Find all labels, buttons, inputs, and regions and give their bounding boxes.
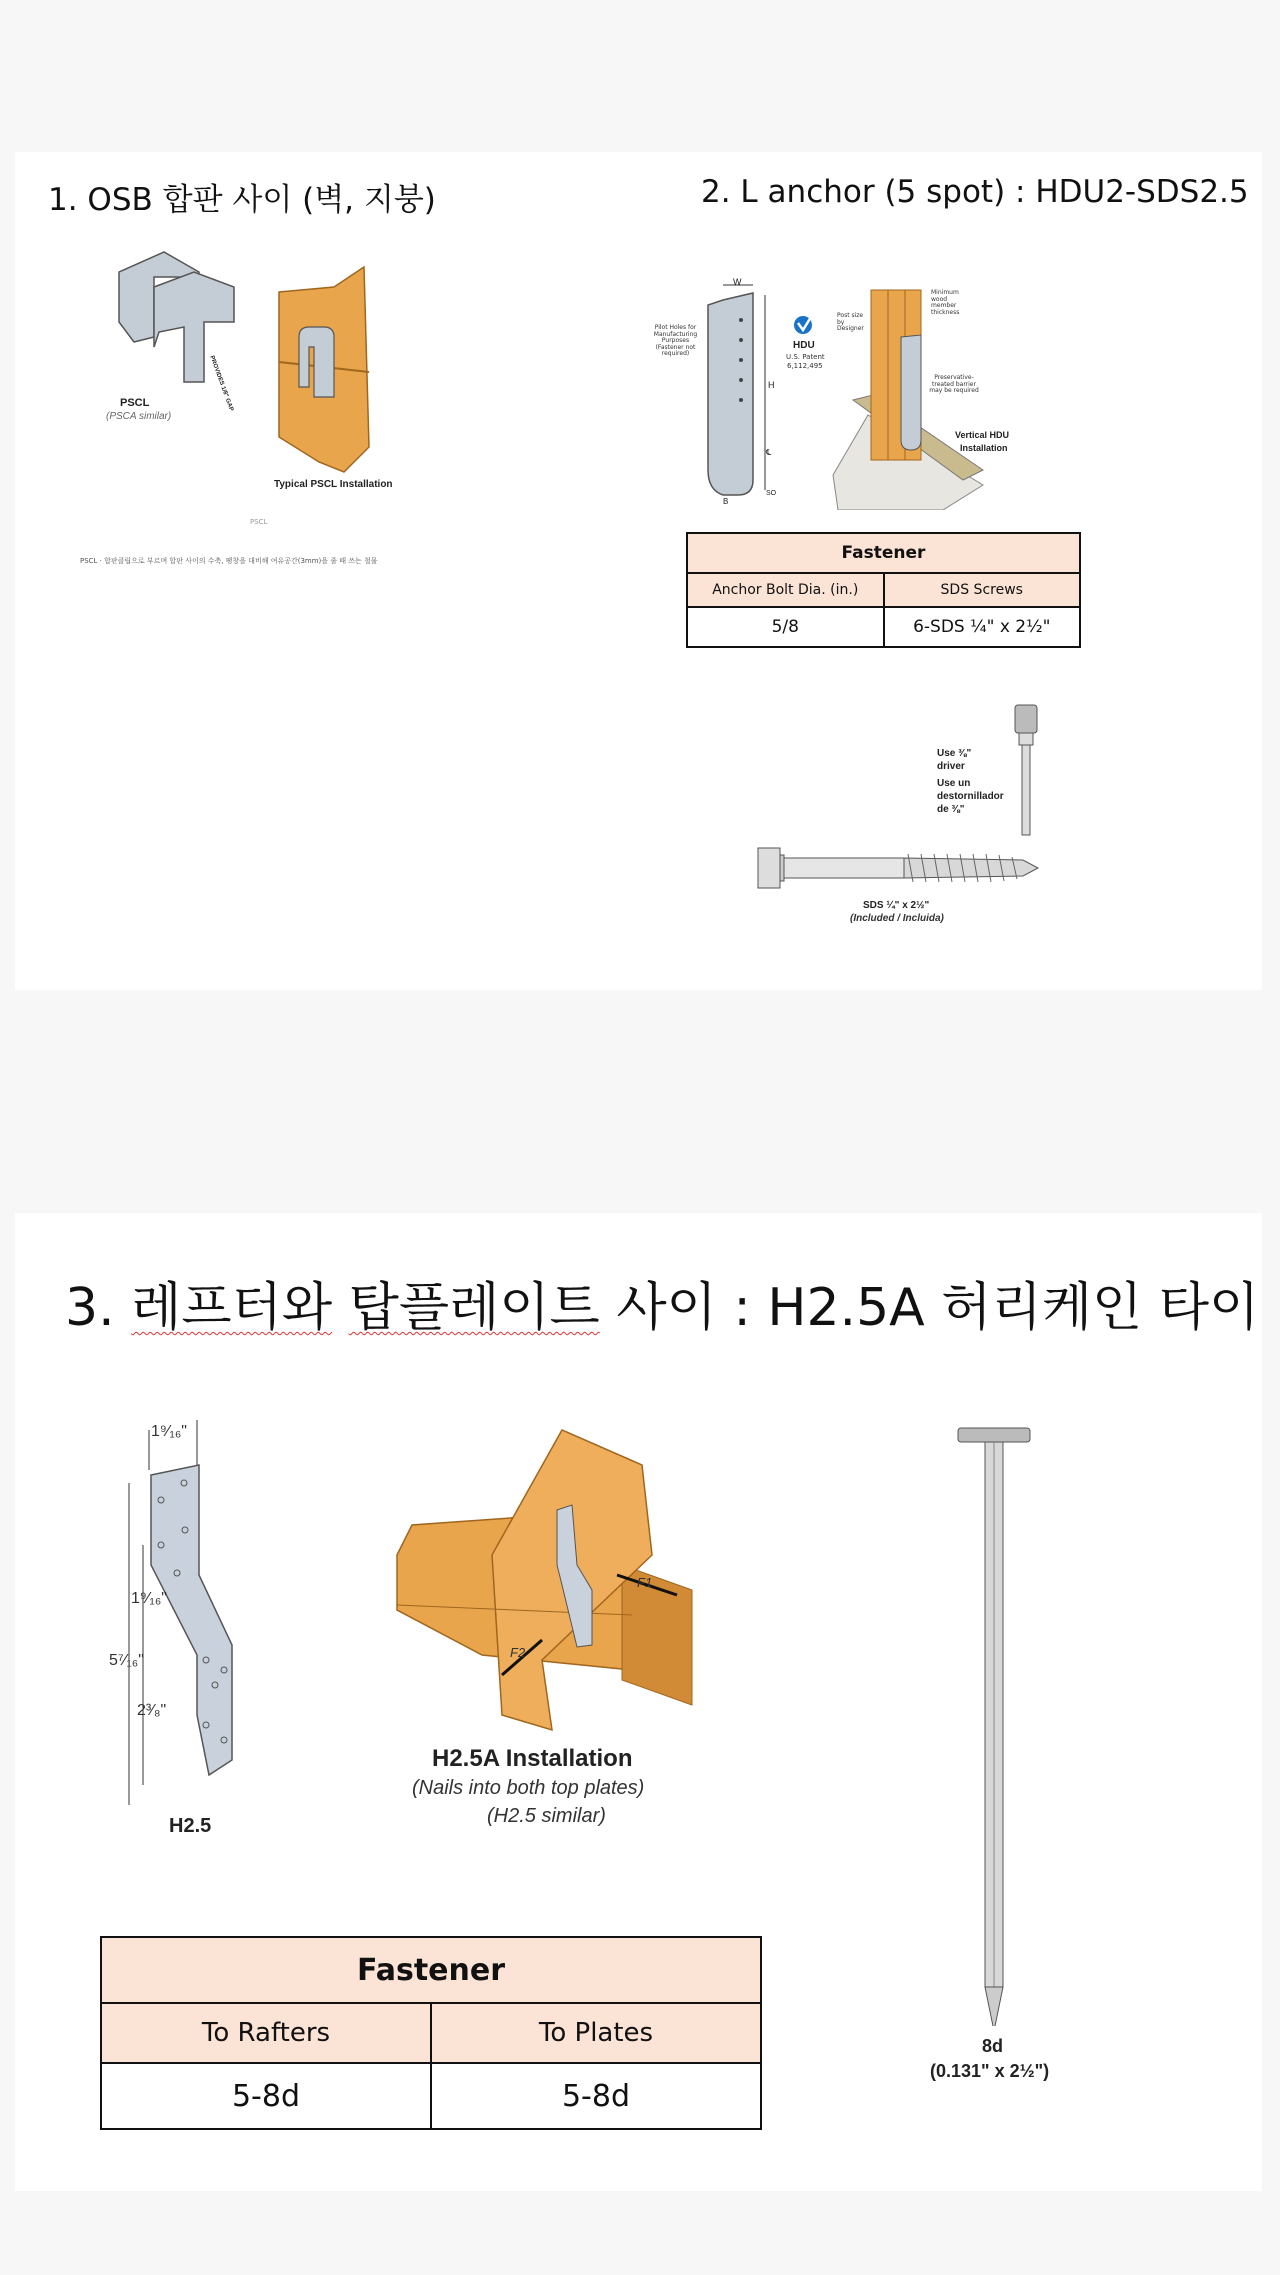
dim-h: H [768,380,775,390]
driver-en-1: Use ⅜" [937,748,972,759]
table-header: SDS Screws [884,573,1081,607]
table-header: Anchor Bolt Dia. (in.) [687,573,884,607]
install-label: H2.5A Installation [432,1745,633,1772]
dim-w: W [733,277,742,287]
table-cell: 5-8d [431,2063,761,2129]
driver-es-2: destornillador [937,791,1004,802]
gap-label: PROVIDES 1/8" GAP [208,355,235,413]
nail-figure [925,1426,1065,2126]
hdu-brand: HDU [793,340,815,351]
table-title: Fastener [687,533,1080,573]
pscl-install-label: Typical PSCL Installation [274,479,393,490]
hdu-install-label-2: Installation [960,443,1008,453]
pscl-label: PSCL [120,397,150,409]
driver-es-1: Use un [937,778,971,789]
hdu-install-label-1: Vertical HDU [955,430,1010,440]
section-1-title: 1. OSB 합판 사이 (벽, 지붕) [48,182,436,218]
h25a-install-illustration [392,1415,777,1735]
dim-total: 5⁷⁄₁₆" [109,1652,144,1669]
section-card-1 [15,152,1262,990]
table-header: To Rafters [101,2003,431,2063]
pscl-figure [94,247,414,502]
title-rest: 사이 : H2.5A 허리케인 타이 [616,1278,1260,1338]
dim-b: B [723,497,729,506]
h25-label: H2.5 [169,1815,212,1837]
h25-tie-illustration [109,1415,329,1845]
hdu-patent: U.S. Patent [786,353,825,361]
sds-screw-figure [733,700,1083,940]
table-title: Fastener [101,1937,761,2003]
pilot-note: Pilot Holes for Manufacturing Purposes (Fastener not required) [653,324,698,358]
dim-low: 2³⁄₈" [137,1702,167,1719]
screw-label: SDS ¼" x 2½" [863,900,930,911]
dim-so: SO [766,490,777,497]
nail-illustration [925,1426,1065,2026]
title-number: 3. [65,1278,115,1338]
table-header: To Plates [431,2003,761,2063]
fastener-table-h25a [100,1936,762,2130]
nail-label: 8d [982,2036,1004,2056]
pscl-sublabel: (PSCA similar) [106,411,172,422]
driver-en-2: driver [937,761,965,772]
fastener-table-hdu [686,532,1081,648]
post-note: Post size by Designer [837,312,864,333]
dim-mid: 1⁹⁄₁₆" [131,1590,167,1607]
force-f1: F1 [637,1575,653,1590]
table-cell: 6-SDS ¼" x 2½" [884,607,1081,647]
hdu-figure [653,265,1095,510]
force-f2: F2 [510,1645,526,1660]
table-cell: 5/8 [687,607,884,647]
hdu-patent-no: 6,112,495 [787,362,823,370]
dim-cl: ℄ [766,448,772,457]
screw-sublabel: (Included / Incluida) [850,913,944,924]
pscl-note: PSCL · 합판클립으로 부르며 합판 사이의 수축, 팽창을 대비해 여유공간(3mm)을 줄 때 쓰는 철물 [80,557,378,565]
barrier-note: Preservative-treated barrier may be required [929,374,979,395]
min-note: Minimum wood member thickness [931,289,960,316]
nail-size: (0.131" x 2½") [930,2061,1050,2081]
install-sub2: (H2.5 similar) [487,1805,606,1827]
h25-figure [109,1415,329,1845]
section-card-2 [15,1213,1262,2191]
title-word-topplate: 탑플레이트 [348,1278,600,1338]
dim-top: 1⁹⁄₁₆" [151,1423,187,1440]
section-3-title [65,1265,1259,1340]
pscl-caption: PSCL [250,518,268,526]
install-sub1: (Nails into both top plates) [412,1777,645,1799]
driver-es-3: de ⅜" [937,804,965,815]
table-cell: 5-8d [101,2063,431,2129]
h25a-install-figure [392,1415,777,1855]
title-word-rafter: 레프터와 [131,1278,333,1338]
section-2-title: 2. L anchor (5 spot) : HDU2-SDS2.5 [701,174,1249,210]
hdu-illustration [653,265,1095,510]
pscl-clip-illustration [94,247,414,502]
